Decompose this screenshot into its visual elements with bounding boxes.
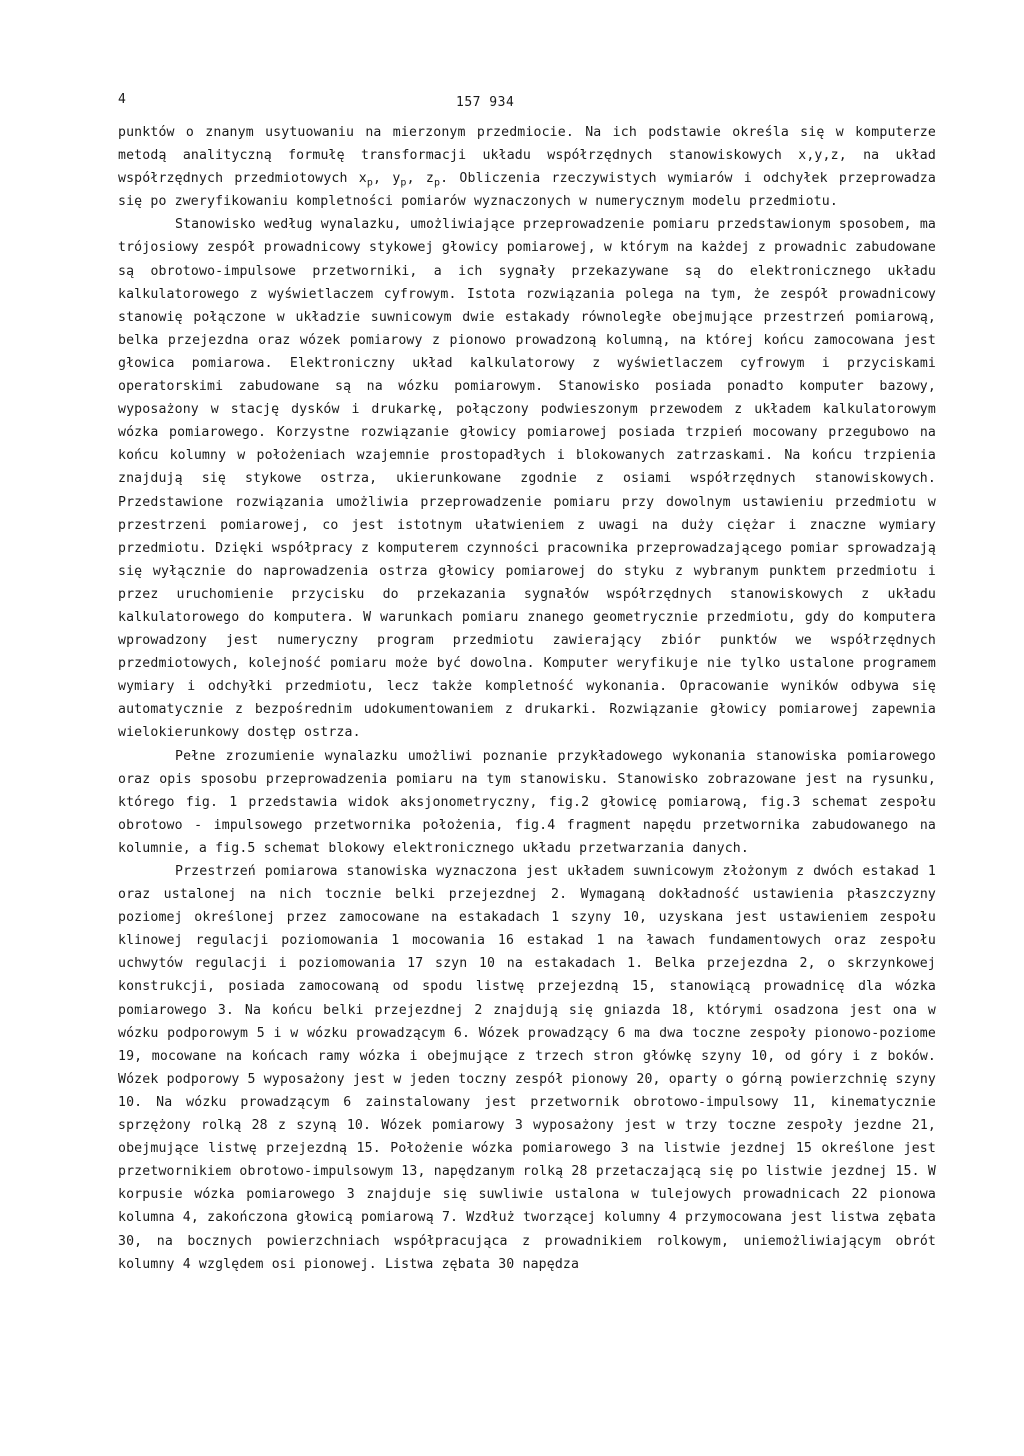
paragraph-text: . Obliczenia rzeczywistych wymiarów i odchyłek przeprowadza się po zweryfikowaniu kompletności pomiarów wyznaczonych w numerycznym modelu przedmiotu. — [118, 171, 936, 210]
paragraph-text: punktów o znanym usytuowaniu na mierzonym przedmiocie. Na ich podstawie określa się w komputerze metodą analityczną formułę transformacji układu współrzędnych stanowiskowych x,y,z, na układ współrzędnych przedmiotowych x — [118, 125, 936, 187]
paragraph-text: Pełne zrozumienie wynalazku umożliwi poznanie przykładowego wykonania stanowiska pomiarowego oraz opis sposobu przeprowadzenia pomiaru na tym stanowisku. Stanowisko zobrazowane jest na rysunku, którego fig. 1 przedstawia widok aksjonometryczny, fig.2 głowicę pomiarową, fig.3 schemat zespołu obrotowo - impulsowego przetwornika położenia, fig.4 fragment napędu przetwornika zabudowanego na kolumnie, a fig.5 schemat blokowy elektronicznego układu przetwarzania danych. — [118, 748, 936, 856]
subscript: p — [433, 177, 441, 189]
paragraph — [118, 860, 936, 1276]
subscript: p — [400, 177, 407, 189]
paragraph — [118, 121, 936, 213]
body-text — [118, 121, 936, 1276]
paragraph-text: , y — [373, 171, 401, 187]
page-number: 4 — [118, 92, 126, 107]
paragraph — [118, 745, 936, 860]
paragraph-text: Stanowisko według wynalazku, umożliwiające przeprowadzenie pomiaru przedstawionym sposobem, ma trójosiowy zespół prowadnicowy stykowej głowicy pomiarowej, w którym na każdej z prowadnic zabudowane są obrotowo-impulsowe przetworniki, a ich sygnały przekazywane są do elektronicznego układu kalkulatorowego z wyświetlaczem cyfrowym. Istota rozwiązania polega na tym, że zespół prowadnicowy stanowię połączone w układzie suwnicowym dwie estakady równoległe obejmujące przestrzeń pomiarową, belka przejezdna oraz wózek pomiarowy z pionowo prowadzoną kolumną, na której końcu zamocowana jest głowica pomiarowa. Elektroniczny układ kalkulatorowy z wyświetlaczem cyfrowym i przyciskami operatorskimi zabudowane są na wózku pomiarowym. Stanowisko posiada ponadto komputer bazowy, wyposażony w stację dysków i drukarkę, połączony podwieszonym przewodem z układem kalkulatorowym wózka pomiarowego. Korzystne rozwiązanie głowicy pomiarowej posiada trzpień mocowany przegubowo na końcu kolumny w położeniach wzajemnie prostopadłych i blokowanych zatrzaskami. Na końcu trzpienia znajdują się stykowe ostrza, ukierunkowane zgodnie z osiami współrzędnych stanowiskowych. Przedstawione rozwiązania umożliwia przeprowadzenie pomiaru przy dowolnym ustawieniu przedmiotu w przestrzeni pomiarowej, co jest istotnym ułatwieniem z uwagi na duży ciężar i znaczne wymiary przedmiotu. Dzięki współpracy z komputerem czynności pracownika przeprowadzającego pomiar sprowadzają się wyłącznie do naprowadzenia ostrza głowicy pomiarowej do styku z wybranym punktem przedmiotu i przez uruchomienie przycisku do przekazania sygnałów współrzędnych stanowiskowych z układu kalkulatorowego do komputera. W warunkach pomiaru znanego geometrycznie przedmiotu, gdy do komputera wprowadzony jest numeryczny program przedmiotu zawierający zbiór punktów we współrzędnych przedmiotowych, kolejność pomiaru może być dowolna. Komputer weryfikuje nie tylko ustalone programem wymiary i odchyłki przedmiotu, lecz także kompletność wykonania. Opracowanie wyników odbywa się automatycznie z bezpośrednim udokumentowaniem z drukarki. Rozwiązanie głowicy pomiarowej zapewnia wielokierunkowy dostęp ostrza. — [118, 217, 936, 741]
paragraph-text: Przestrzeń pomiarowa stanowiska wyznaczona jest układem suwnicowym złożonym z dwóch estakad 1 oraz ustalonej na nich tocznie belki przejezdnej 2. Wymaganą dokładność ustawienia płaszczyzny poziomej określonej przez zamocowane na estakadach 1 szyny 10, uzyskana jest ustawieniem zespołu klinowej regulacji poziomowania 1 mocowania 16 estakad 1 na ławach fundamentowych oraz zespołu uchwytów regulacji i poziomowania 17 szyn 10 na estakadach 1. Belka przejezdna 2, o skrzynkowej konstrukcji, posiada zamocowaną od spodu listwę przejezdną 15, stanowiącą prowadnicę dla wózka pomiarowego 3. Na końcu belki przejezdnej 2 znajdują się gniazda 18, którymi osadzona jest ona w wózku podporowym 5 i w wózku prowadzącym 6. Wózek prowadzący 6 ma dwa toczne zespoły pionowo-poziome 19, mocowane na końcach ramy wózka i obejmujące z trzech stron główkę szyny 10, od góry i z boków. Wózek podporowy 5 wyposażony jest w jeden toczny zespół pionowy 20, oparty o górną powierzchnię szyny 10. Na wózku prowadzącym 6 zainstalowany jest przetwornik obrotowo-impulsowy 11, kinematycznie sprzężony rolką 28 z szyną 10. Wózek pomiarowy 3 wyposażony jest w trzy toczne zespoły jezdne 21, obejmujące listwę przejezdną 15. Położenie wózka pomiarowego 3 na listwie jezdnej 15 określone jest przetwornikiem obrotowo-impulsowym 13, napędzanym rolką 28 przetaczającą się po listwie jezdnej 15. W korpusie wózka pomiarowego 3 znajduje się suwliwie ustalona w tulejowych prowadnicach 22 pionowa kolumna 4, zakończona głowicą pomiarową 7. Wzdłuż tworzącej kolumny 4 przymocowana jest listwa zębata 30, na bocznych powierzchniach współpracująca z prowadnikiem rolkowym, uniemożliwiającym obrót kolumny 4 względem osi pionowej. Listwa zębata 30 napędza — [118, 864, 936, 1272]
patent-number: 157 934 — [456, 95, 515, 110]
subscript: p — [366, 177, 374, 189]
paragraph-text: , z — [406, 171, 434, 187]
paragraph — [118, 213, 936, 744]
